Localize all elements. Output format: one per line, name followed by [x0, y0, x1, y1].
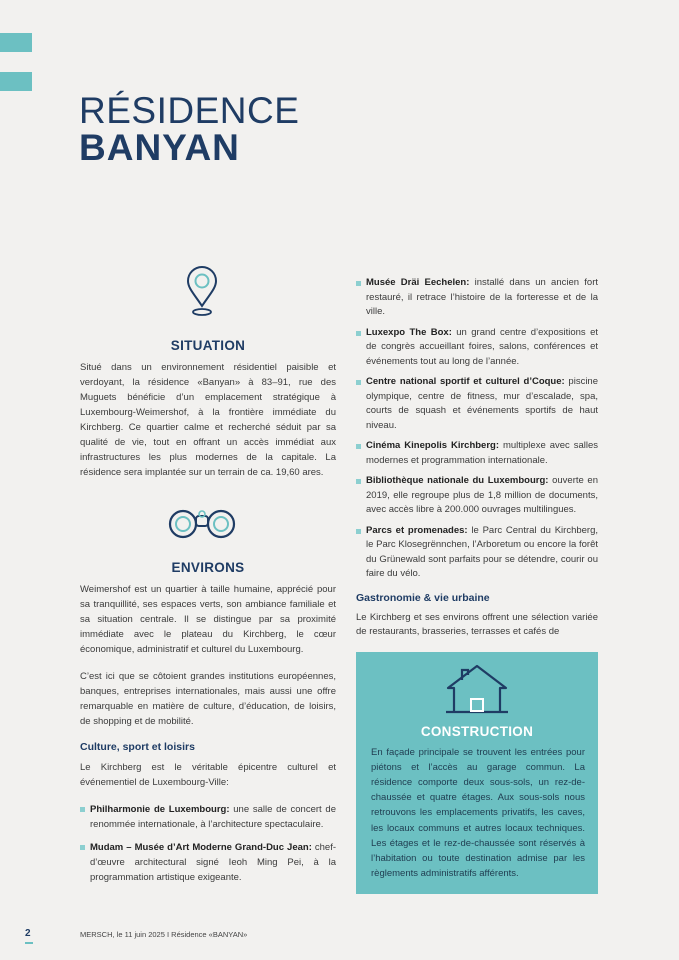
- list-item: Bibliothèque nationale du Luxembourg: ouverte en 2019, elle regroupe plus de 1,8 million de documents, avec accès libre à 200.000 ouvrages multilingues.: [356, 474, 598, 518]
- construction-box: [356, 652, 598, 894]
- decor-bar-top: [0, 33, 32, 52]
- construction-heading: CONSTRUCTION: [420, 723, 534, 739]
- list-item: Centre national sportif et culturel d’Coque: piscine olympique, centre de fitness, mur d’escalade, spa, courts de squash et événements sportifs de haut niveau.: [356, 375, 598, 433]
- bullet-square-icon: [80, 807, 85, 812]
- environs-paragraph: C’est ici que se côtoient grandes institutions européennes, banques, entreprises internationales, mais aussi une offre remarquable en matière de culture, d’éducation, de loisirs, de shopping et de mobilité.: [80, 671, 336, 727]
- environs-section: [80, 560, 336, 893]
- culture-heading: Culture, sport et loisirs: [80, 741, 195, 753]
- page-number: 2: [25, 928, 31, 939]
- list-item: Musée Dräi Eechelen: installé dans un ancien fort restauré, il retrace l’histoire de la forteresse et de la ville.: [356, 276, 598, 320]
- environs-paragraph: Weimershof est un quartier à taille humaine, apprécié pour sa tranquillité, ses espaces verts, son ambiance familiale et sa situation centrale. Il se distingue par sa proximité immédiate avec le plateau du Kirchberg, le cœur économique, administratif et culturel du Luxembourg.: [80, 584, 336, 655]
- house-icon: [444, 662, 510, 716]
- location-pin-icon: [184, 264, 220, 320]
- page-title-light: RÉSIDENCE: [79, 90, 300, 131]
- gastronomie-heading: Gastronomie & vie urbaine: [356, 591, 490, 604]
- culture-list-left: [80, 802, 336, 885]
- situation-text: Situé dans un environnement résidentiel paisible et verdoyant, la résidence «Banyan» à 83–91, rue des Muguets bénéficie d’un emplacement stratégique à Luxembourg-Weimershof, à la frontière immédiate du Kirchberg. Ce quartier calme et recherché séduit par sa qualité de vie, tout en offrant un accès immédiat aux infrastructures les plus modernes de la capitale. La résidence sera implantée sur un terrain de ca. 19,60 ares.: [80, 362, 336, 478]
- left-column: [80, 338, 336, 492]
- bullet-square-icon: [356, 529, 361, 534]
- culture-list-right: [356, 276, 598, 582]
- list-item: Parcs et promenades: le Parc Central du Kirchberg, le Parc Klosegrënnchen, l’Arboretum ou encore la forêt du Grünewald sont parfaits pour se détendre, courir ou faire du vélo.: [356, 524, 598, 582]
- right-column: [356, 276, 598, 894]
- list-item: Cinéma Kinepolis Kirchberg: multiplexe avec salles modernes et programmation internationale.: [356, 439, 598, 468]
- bullet-square-icon: [80, 845, 85, 850]
- list-item: Mudam – Musée d’Art Moderne Grand-Duc Jean: chef-d’œuvre architectural signé Ieoh Ming Pei, à la programmation artistique exigeante.: [80, 840, 336, 885]
- decor-bar-bottom: [0, 72, 32, 91]
- footer-text: MERSCH, le 11 juin 2025 I Résidence «BANYAN»: [80, 930, 248, 939]
- bullet-square-icon: [356, 281, 361, 286]
- bullet-square-icon: [356, 380, 361, 385]
- bullet-square-icon: [356, 444, 361, 449]
- culture-intro: Le Kirchberg est le véritable épicentre culturel et événementiel de Luxembourg-Ville:: [80, 762, 336, 788]
- construction-text: En façade principale se trouvent les entrées pour piétons et l’accès au garage commun. La résidence comporte deux sous-sols, un rez-de-chaussée et quatre étages. Aux sous-sols nous retrouvons les emplacements privatifs, les caves, les locaux communs et autres locaux techniques. Les étages et le rez-de-chaussée sont réservés à l’habitation ou toute destination admise par les règlements administratifs afférents.: [371, 746, 585, 880]
- environs-heading: ENVIRONS: [171, 560, 245, 575]
- list-item: Luxexpo The Box: un grand centre d’expositions et de congrès accueillant foires, salons, conférences et événements tout au long de l’année.: [356, 326, 598, 370]
- bullet-square-icon: [356, 331, 361, 336]
- page-title-bold: BANYAN: [79, 127, 240, 168]
- situation-heading: SITUATION: [170, 338, 246, 353]
- gastronomie-text: Le Kirchberg et ses environs offrent une sélection variée de restaurants, brasseries, terrasses et cafés de: [356, 611, 598, 637]
- bullet-square-icon: [356, 479, 361, 484]
- page-number-underline: [25, 942, 33, 944]
- list-item: Philharmonie de Luxembourg: une salle de concert de renommée internationale, à l’architecture spectaculaire.: [80, 802, 336, 832]
- binoculars-icon: [166, 504, 238, 540]
